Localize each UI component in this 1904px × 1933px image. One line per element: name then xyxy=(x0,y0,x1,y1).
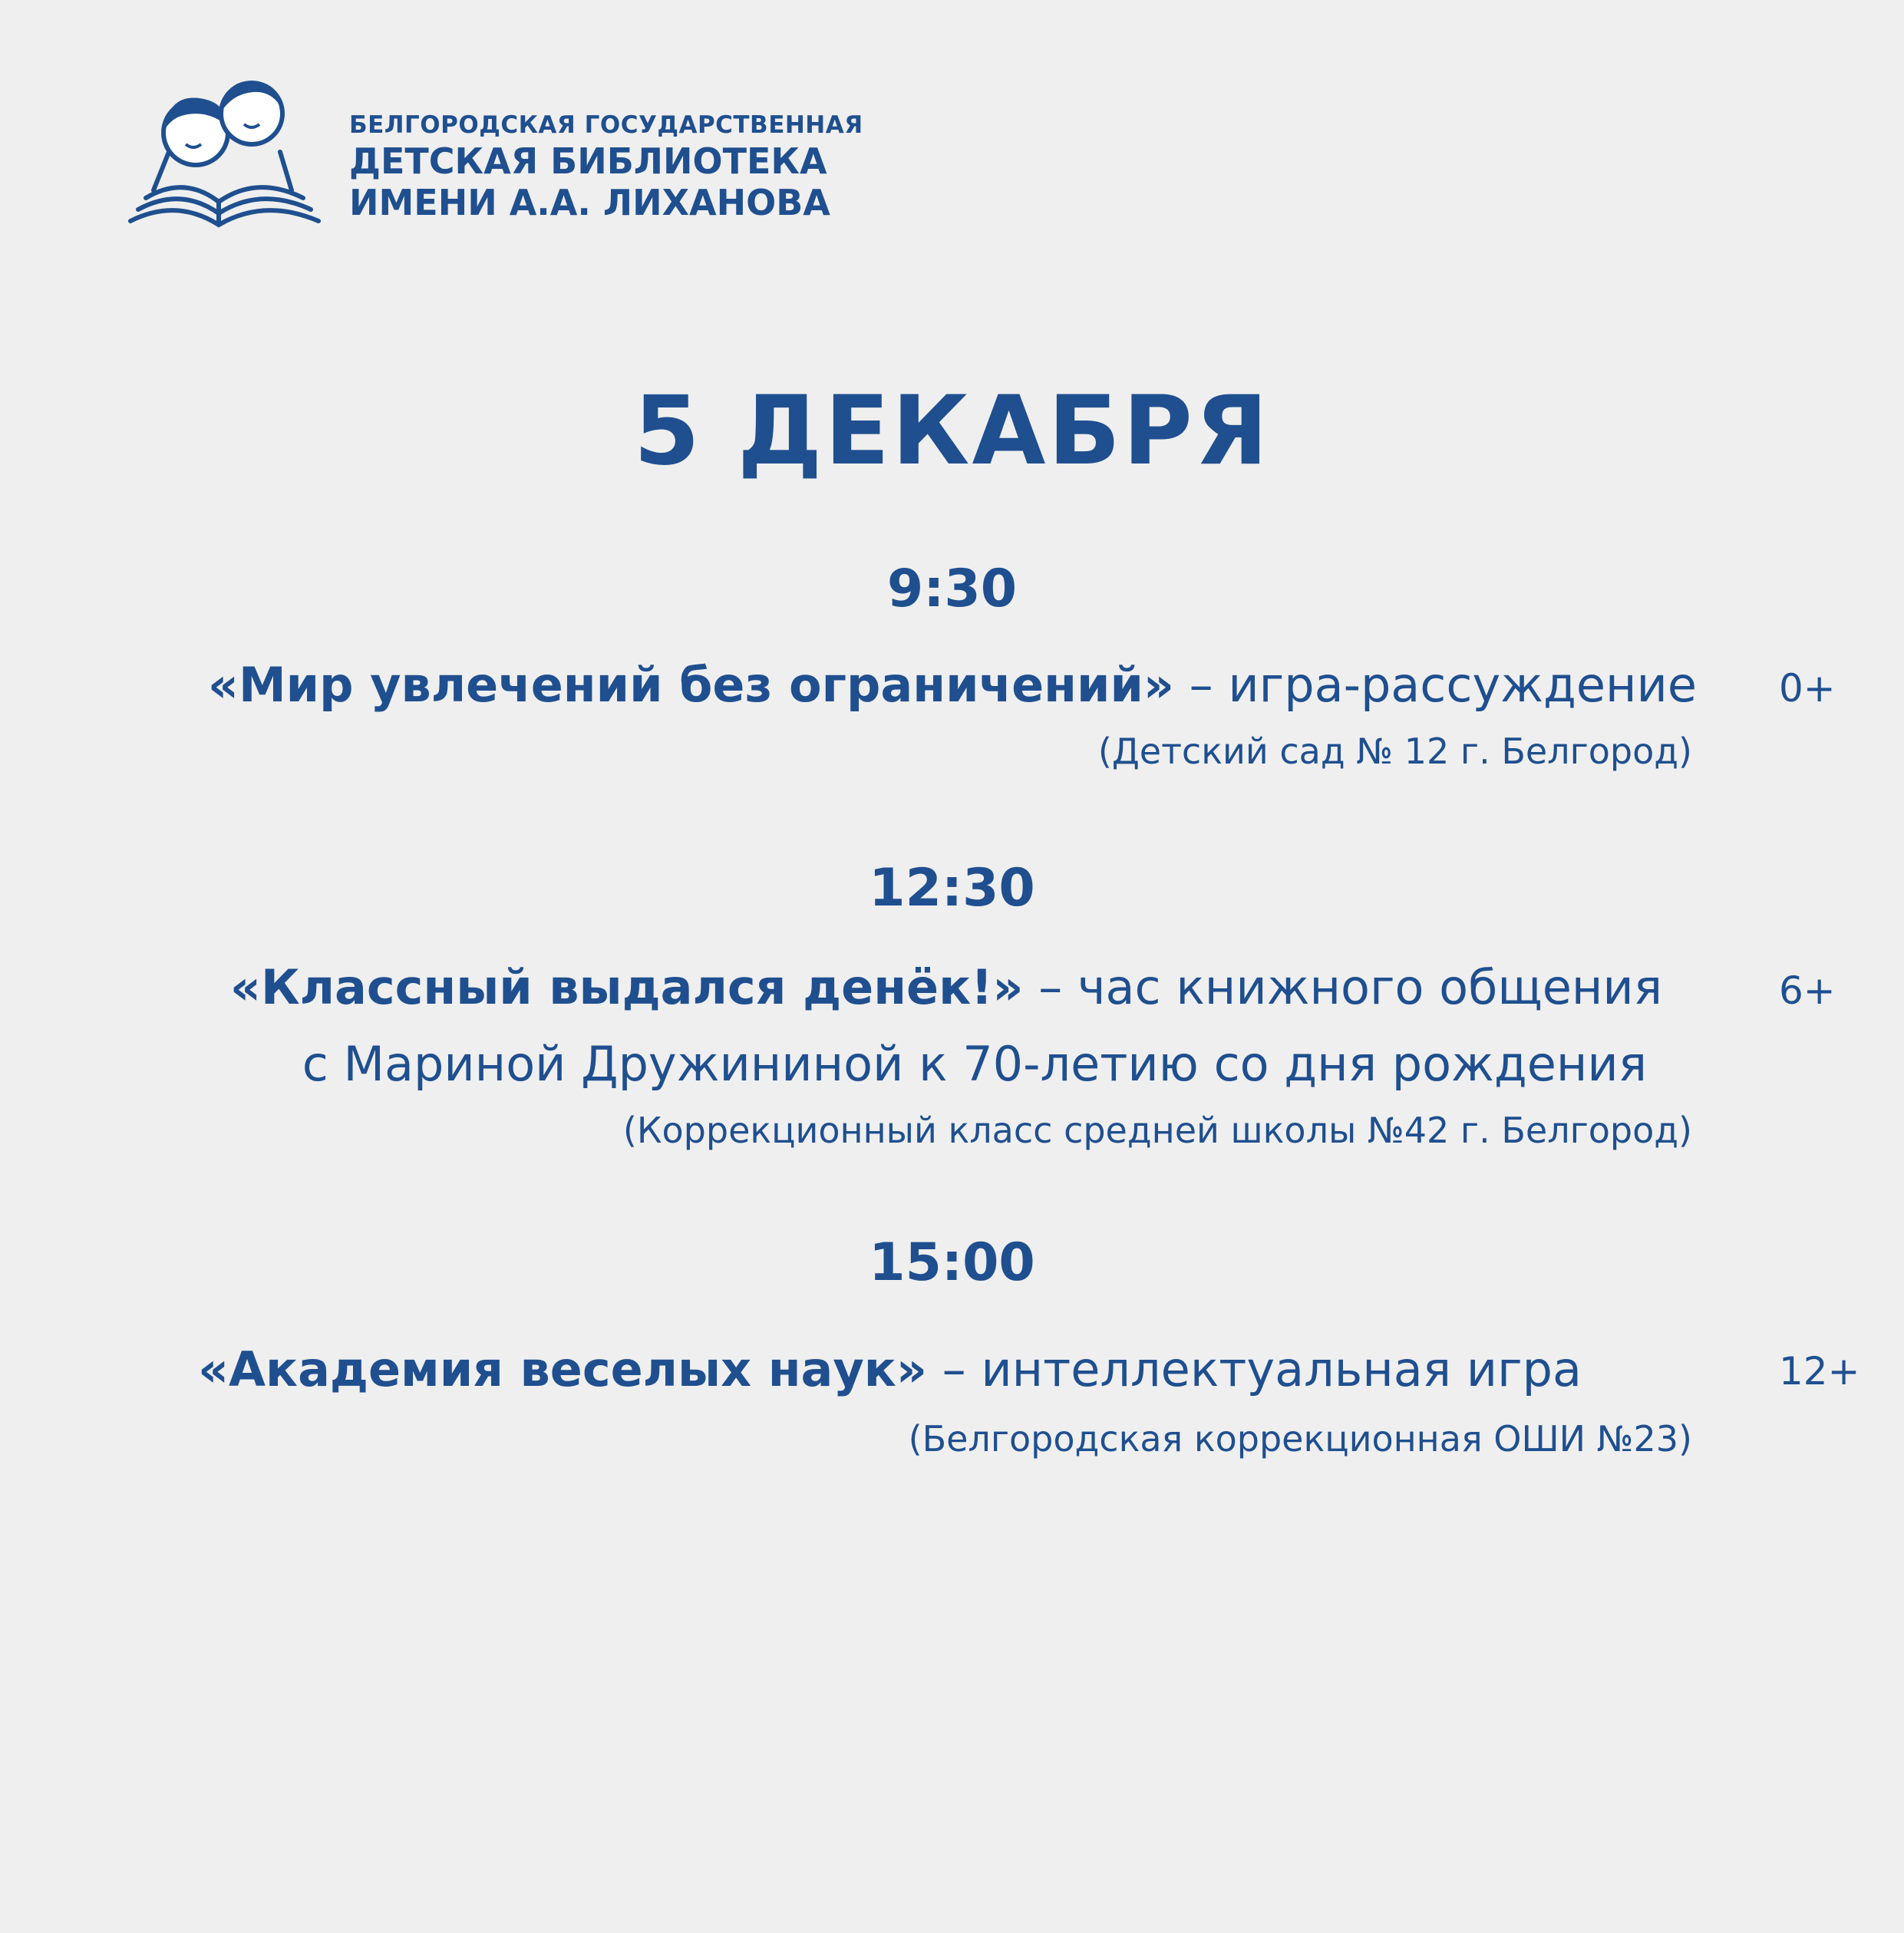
event-2-age: 6+ xyxy=(1779,968,1836,1013)
event-1-description: – игра-рассуждение xyxy=(1173,657,1697,713)
event-1-name: «Мир увлечений без ограничений» xyxy=(207,657,1174,713)
event-3-time: 15:00 xyxy=(869,1232,1035,1293)
event-1-age: 0+ xyxy=(1779,666,1836,711)
event-3-line xyxy=(198,1341,1582,1397)
event-2-time: 12:30 xyxy=(869,858,1035,919)
event-3-venue: (Белгородская коррекционная ОШИ №23) xyxy=(908,1418,1692,1460)
event-3-age: 12+ xyxy=(1779,1349,1860,1394)
date-title: 5 ДЕКАБРЯ xyxy=(633,376,1271,487)
event-2-name: «Классный выдался денёк!» xyxy=(229,959,1024,1015)
event-2-description-line-2: с Мариной Дружининой к 70-летию со дня рождения xyxy=(302,1036,1647,1092)
logo-line-2: ДЕТСКАЯ БИБЛИОТЕКА xyxy=(349,140,827,182)
event-1-venue: (Детский сад № 12 г. Белгород) xyxy=(1097,731,1692,772)
logo-line-1: БЕЛГОРОДСКАЯ ГОСУДАРСТВЕННАЯ xyxy=(349,111,863,139)
library-logo-text xyxy=(349,111,863,223)
event-3-description: – интеллектуальная игра xyxy=(926,1341,1582,1397)
event-2-description: – час книжного общения xyxy=(1023,959,1662,1015)
event-1-time: 9:30 xyxy=(886,559,1018,619)
event-1-line xyxy=(208,657,1697,713)
event-2-line xyxy=(230,959,1662,1015)
event-3-name: «Академия веселых наук» xyxy=(197,1341,927,1397)
logo-line-3: ИМЕНИ А.А. ЛИХАНОВА xyxy=(349,182,830,223)
event-2-venue: (Коррекционный класс средней школы №42 г. Белгород) xyxy=(622,1110,1692,1151)
library-logo-icon xyxy=(123,68,330,236)
